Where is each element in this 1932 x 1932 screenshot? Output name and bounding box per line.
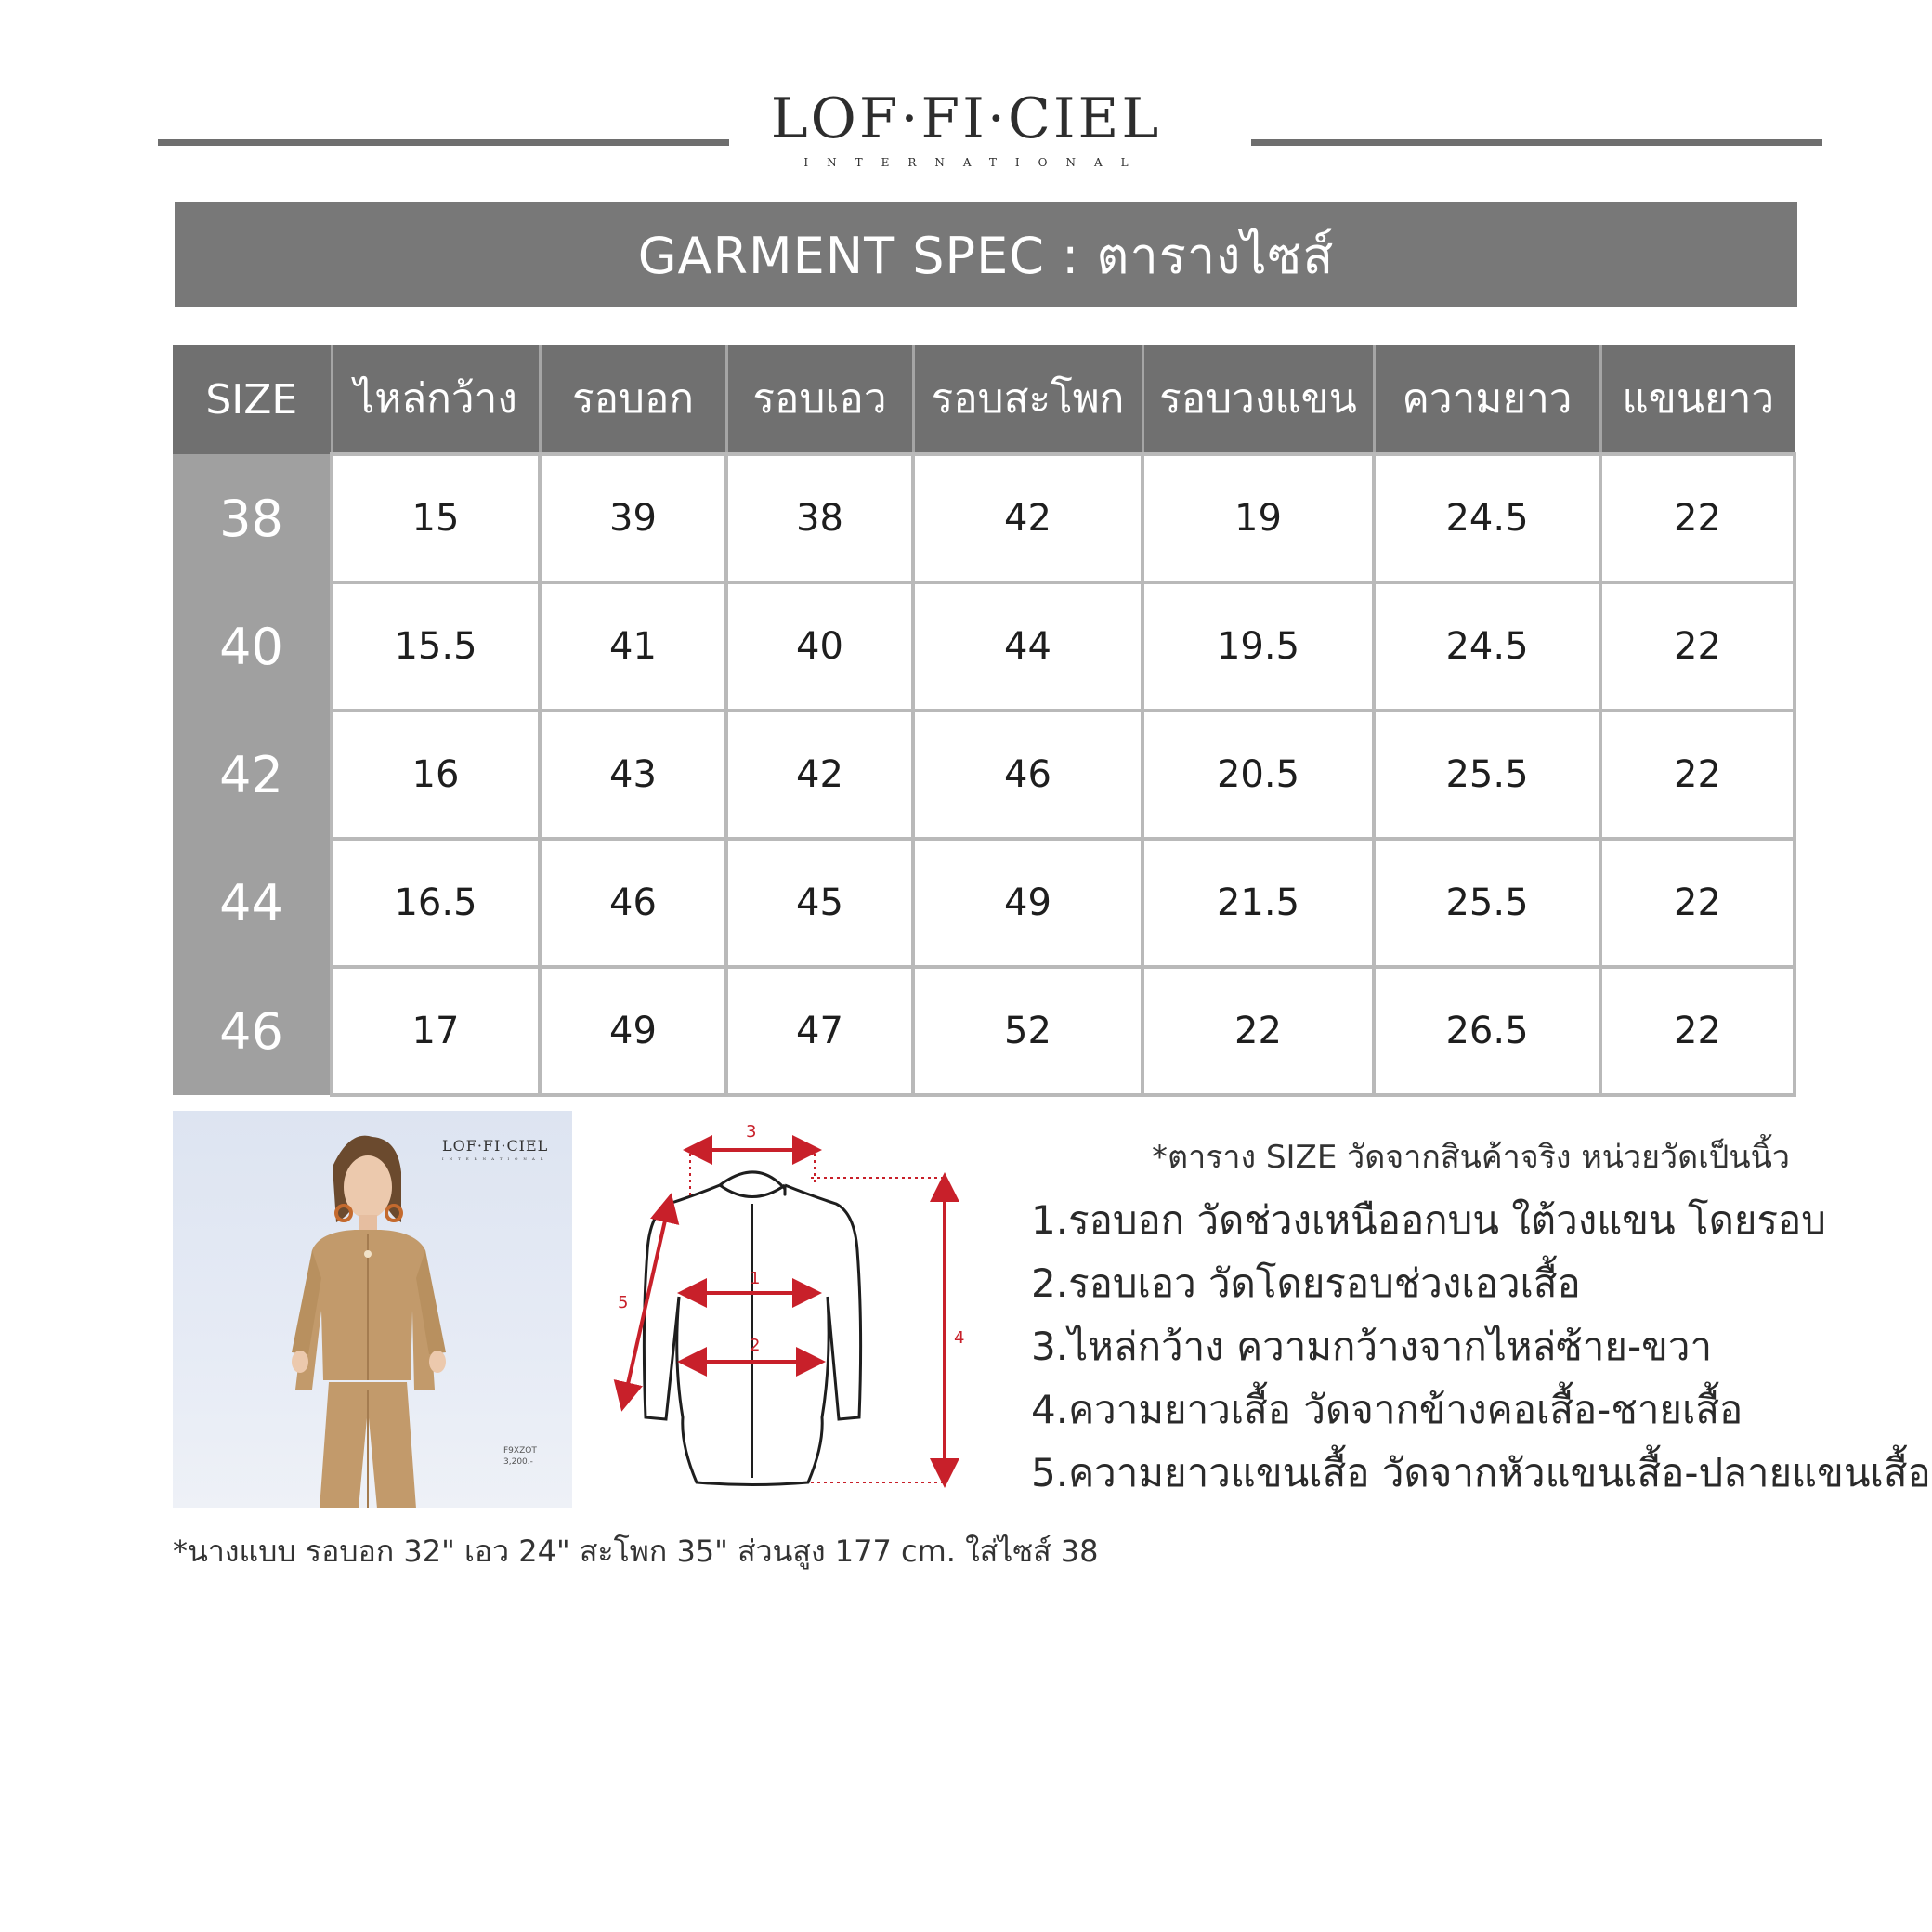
measurement-instructions [1031,1189,1931,1505]
measure-label-4: 4 [954,1328,965,1348]
table-cell: 38 [726,454,913,582]
table-cell: 49 [913,839,1142,967]
brand-name: LOF·FI·CIEL [770,86,1162,151]
table-cell: 15.5 [332,582,540,711]
table-cell: 49 [540,967,726,1095]
table-cell: 20.5 [1142,711,1374,839]
table-cell: 25.5 [1374,711,1600,839]
table-cell: 22 [1600,839,1795,967]
model-photo [173,1111,572,1508]
size-note: *ตาราง SIZE วัดจากสินค้าจริง หน่วยวัดเป็นนิ้ว [1152,1139,1790,1176]
header-rule-right [1251,139,1822,146]
table-cell: 39 [540,454,726,582]
table-cell: 47 [726,967,913,1095]
list-item: 4.ความยาวเสื้อ วัดจากข้างคอเสื้อ-ชายเสื้อ [1031,1387,1743,1432]
list-item: 1.รอบอก วัดช่วงเหนืออกบน ใต้วงแขน โดยรอบ [1031,1197,1826,1243]
table-cell: 22 [1142,967,1374,1095]
measure-line-5 [623,1200,670,1404]
size-label: 40 [173,582,332,711]
table-cell: 43 [540,711,726,839]
column-header-armhole: รอบวงแขน [1142,345,1374,454]
list-item: 3.ไหล่กว้าง ความกว้างจากไหล่ซ้าย-ขวา [1031,1324,1713,1369]
column-header-sleeve: แขนยาว [1600,345,1795,454]
page-title: GARMENT SPEC : ตารางไซส์ [637,226,1335,285]
table-cell: 22 [1600,711,1795,839]
header-rule-left [158,139,729,146]
product-code: F9XZOT [503,1446,537,1456]
brand-logo [743,85,1189,169]
measure-label-3: 3 [746,1122,757,1142]
table-cell: 24.5 [1374,582,1600,711]
measurement-diagram [608,1111,980,1492]
column-header-length: ความยาว [1374,345,1600,454]
table-cell: 46 [913,711,1142,839]
table-cell: 25.5 [1374,839,1600,967]
table-cell: 19 [1142,454,1374,582]
column-header-chest: รอบอก [540,345,726,454]
table-cell: 52 [913,967,1142,1095]
table-cell: 42 [726,711,913,839]
size-label: 38 [173,454,332,582]
table-cell: 22 [1600,582,1795,711]
table-row [173,582,1795,711]
table-cell: 16 [332,711,540,839]
size-spec-table [173,345,1796,1097]
size-label: 42 [173,711,332,839]
table-cell: 41 [540,582,726,711]
table-cell: 40 [726,582,913,711]
column-header-size: SIZE [173,345,332,454]
table-cell: 46 [540,839,726,967]
blouse-outline [644,1172,860,1485]
table-cell: 19.5 [1142,582,1374,711]
photo-caption [503,1445,537,1468]
table-cell: 17 [332,967,540,1095]
table-cell: 45 [726,839,913,967]
table-row [173,711,1795,839]
list-item: 2.รอบเอว วัดโดยรอบช่วงเอวเสื้อ [1031,1260,1581,1306]
table-row [173,839,1795,967]
column-header-hip: รอบสะโพก [913,345,1142,454]
page-title-bar [175,202,1797,307]
size-label: 46 [173,967,332,1095]
table-cell: 15 [332,454,540,582]
size-label: 44 [173,839,332,967]
table-header-row [173,345,1795,454]
product-price: 3,200.- [503,1457,533,1467]
column-header-waist: รอบเอว [726,345,913,454]
table-cell: 42 [913,454,1142,582]
model-measurement-note: *นางแบบ รอบอก 32" เอว 24" สะโพก 35" ส่วนสูง 177 cm. ใส่ไซส์ 38 [173,1534,1099,1569]
table-cell: 22 [1600,967,1795,1095]
measure-label-2: 2 [750,1336,761,1355]
photo-brand-logo [442,1137,548,1161]
list-item: 5.ความยาวแขนเสื้อ วัดจากหัวแขนเสื้อ-ปลายแขนเสื้อ [1031,1450,1931,1495]
table-cell: 44 [913,582,1142,711]
table-row [173,454,1795,582]
table-cell: 21.5 [1142,839,1374,967]
brand-tagline: INTERNATIONAL [803,156,1147,169]
table-cell: 24.5 [1374,454,1600,582]
measure-label-5: 5 [618,1293,629,1312]
measure-label-1: 1 [750,1269,761,1288]
table-cell: 16.5 [332,839,540,967]
photo-logo-subtext: INTERNATIONAL [442,1156,549,1161]
photo-logo-text: LOF·FI·CIEL [442,1137,549,1155]
table-row [173,967,1795,1095]
column-header-shoulder: ไหล่กว้าง [332,345,540,454]
table-cell: 22 [1600,454,1795,582]
table-cell: 26.5 [1374,967,1600,1095]
